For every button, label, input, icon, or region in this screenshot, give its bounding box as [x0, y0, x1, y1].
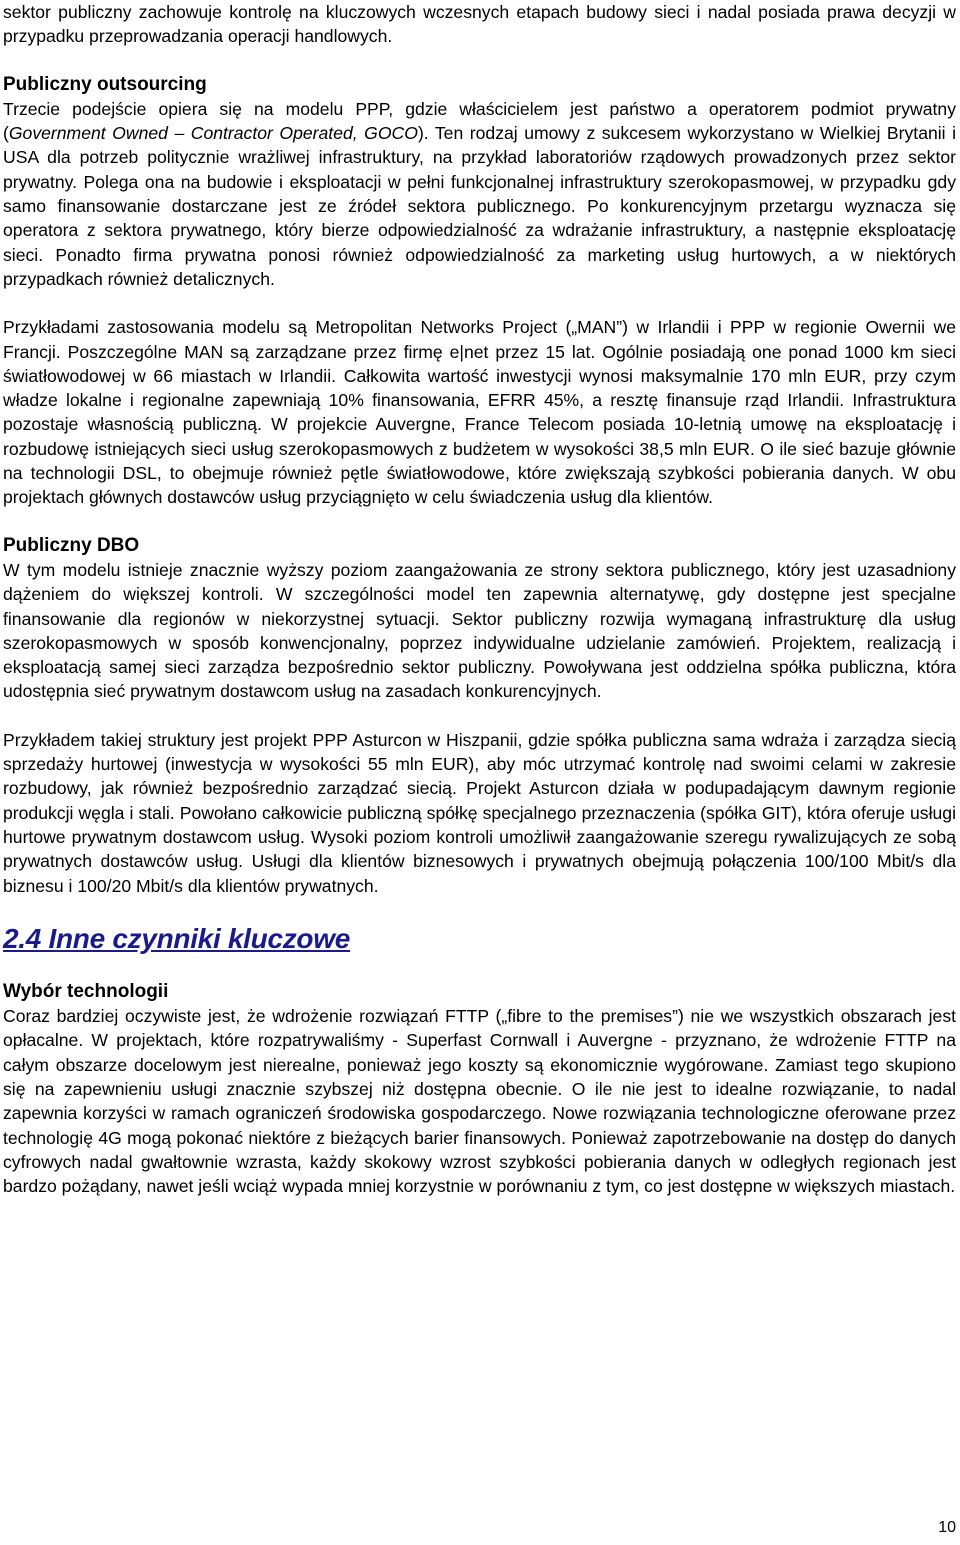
spacer [3, 704, 956, 728]
section-title: 2.4 Inne czynniki kluczowe [3, 922, 350, 954]
outsourcing-paragraph-2: Przykładami zastosowania modelu są Metropolitan Networks Project („MAN”) w Irlandii i PPP w regionie Owernii we Francji. Poszczególne MAN są zarządzane przez firmę e|net przez 15 lat. Ogólnie posiadają one ponad 1000 km sieci światłowodowej w 66 miastach w Irlandii. Całkowita wartość inwestycji wynosi maksymalnie 170 mln EUR, przy czym władze lokalne i regionalne zapewniają 10% finansowania, EFRR 45%, a resztę finansuje rząd Irlandii. Infrastruktura pozostaje własnością publiczną. W projekcie Auvergne, France Telecom posiada 10-letnią umowę na eksploatację i rozbudowę istniejących sieci usług szerokopasmowych z budżetem w wysokości 38,5 mln EUR. O ile sieć bazuje głównie na technologii DSL, to obejmuje również pętle światłowodowe, które zwiększają szybkości pobierania danych. W obu projektach głównych dostawców usług przyciągnięto w celu świadczenia usług dla klientów. [3, 317, 956, 508]
outsourcing-paragraph-1 [3, 97, 956, 291]
spacer [3, 510, 956, 534]
outsourcing-heading: Publiczny outsourcing [3, 73, 207, 95]
outsourcing-p1-italic: Government Owned – Contractor Operated, GOCO [8, 123, 418, 144]
dbo-paragraph-1: W tym modelu istnieje znacznie wyższy poziom zaangażowania ze strony sektora publicznego, który jest uzasadniony dążeniem do większej kontroli. W szczególności model ten zapewnia alternatywę, gdy dostępne jest specjalne finansowanie dla regionów w niekorzystnej sytuacji. Sektor publiczny rozwija wymaganą infrastrukturę dla usług szerokopasmowych w sposób konwencjonalny, poprzez indywidualne udzielanie zamówień. Projektem, realizacją i eksploatacją samej sieci zarządza bezpośrednio sektor publiczny. Powoływana jest oddzielna spółka publiczna, która udostępnia sieć prywatnym dostawcom usług na zasadach konkurencyjnych. [3, 559, 956, 702]
page-number: 10 [938, 1519, 956, 1536]
spacer [3, 49, 956, 73]
technology-heading: Wybór technologii [3, 980, 169, 1002]
spacer [3, 956, 956, 980]
dbo-paragraph-2: Przykładem takiej struktury jest projekt PPP Asturcon w Hiszpanii, gdzie spółka publiczna sama wdraża i zarządza siecią sprzedaży hurtowej (inwestycja w wysokości 55 mln EUR), aby móc utrzymać kontrolę nad swoimi celami w zakresie rozbudowy, jak również bezpośrednio zarządzać siecią. Projekt Asturcon działa w podupadającym dawnym regionie produkcji węgla i stali. Powołano całkowicie publiczną spółkę specjalnego przeznaczenia (spółka GIT), która oferuje usługi hurtowe prywatnym dostawcom usług. Wysoki poziom kontroli umożliwił zaangażowanie szeregu rywalizujących ze sobą prywatnych dostawców usług. Usługi dla klientów biznesowych i prywatnych obejmują połączenia 100/100 Mbit/s dla biznesu i 100/20 Mbit/s dla klientów prywatnych. [3, 729, 956, 896]
spacer [3, 898, 956, 922]
intro-paragraph: sektor publiczny zachowuje kontrolę na kluczowych wczesnych etapach budowy sieci i nadal posiada prawa decyzji w przypadku przeprowadzania operacji handlowych. [3, 2, 956, 47]
outsourcing-p1-part2: ). Ten rodzaj umowy z sukcesem wykorzystano w Wielkiej Brytanii i USA dla potrzeb politycznie wrażliwej infrastruktury, na przykład laboratoriów rządowych prowadzonych przez sektor prywatny. Polega ona na budowie i eksploatacji w pełni funkcjonalnej infrastruktury szerokopasmowej, w przypadku gdy samo finansowanie dostarczane jest ze źródeł sektora publicznego. Po konkurencyjnym przetargu wyznacza się operatora z sektora prywatnego, który bierze odpowiedzialność za wdrażanie infrastruktury, a następnie eksploatację sieci. Ponadto firma prywatna ponosi również odpowiedzialność za marketing usług hurtowych, a w niektórych przypadkach również detalicznych. [3, 123, 957, 289]
document-page [3, 0, 956, 1198]
spacer [3, 291, 956, 315]
outsourcing-p1-part1: Trzecie podejście opiera się na modelu PPP, gdzie właścicielem jest państwo a operatorem podmiot prywatny ( [3, 98, 956, 144]
dbo-heading: Publiczny DBO [3, 534, 140, 556]
technology-paragraph: Coraz bardziej oczywiste jest, że wdrożenie rozwiązań FTTP („fibre to the premises”) nie we wszystkich obszarach jest opłacalne. W projektach, które rozpatrywaliśmy - Superfast Cornwall i Auvergne - przyznano, że wdrożenie FTTP na całym obszarze docelowym jest nierealne, ponieważ jego koszty są ekonomicznie wygórowane. Zamiast tego skupiono się na zapewnieniu usługi znacznie szybszej niż dostępna obecnie. O ile nie jest to idealne rozwiązanie, to nadal zapewnia korzyści w ramach ograniczeń środowiska gospodarczego. Nowe rozwiązania technologiczne oferowane przez technologię 4G mogą pokonać niektóre z bieżących barier finansowych. Ponieważ zapotrzebowanie na dostęp do danych cyfrowych nadal gwałtownie wzrasta, każdy skokowy wzrost szybkości pobierania danych w odległych regionach jest bardzo pożądany, nawet jeśli wciąż wypada mniej korzystnie w porównaniu z tym, co jest dostępne w większych miastach. [3, 1006, 956, 1197]
